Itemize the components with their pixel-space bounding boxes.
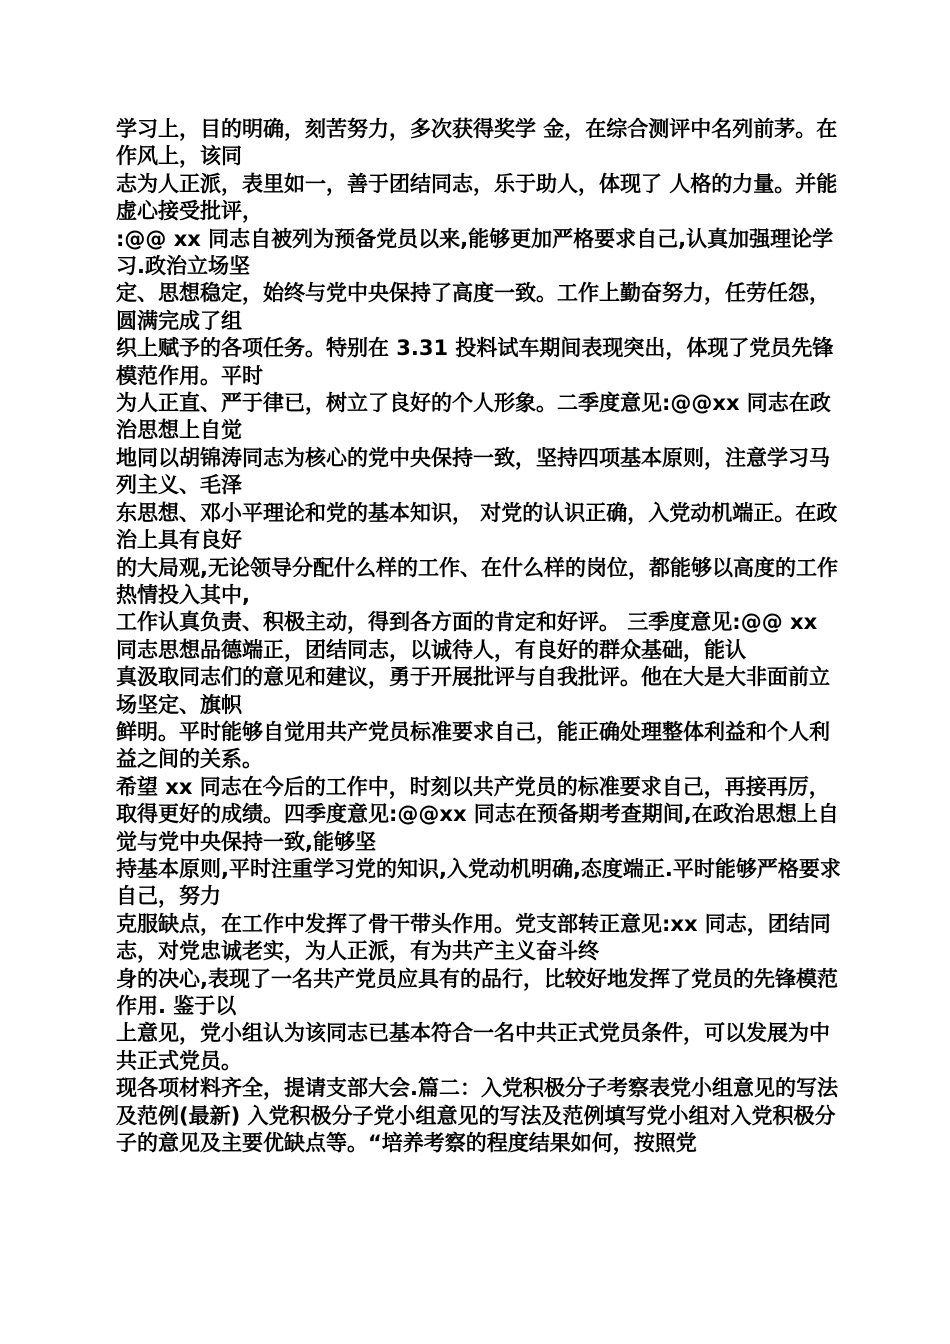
paragraph-3: :@@ xx 同志自被列为预备党员以来,能够更加严格要求自己,认真加强理论学习.政治立场坚 [116,226,834,279]
paragraph-15: 克服缺点，在工作中发挥了骨干带头作用。党支部转正意见:xx 同志，团结同志，对党忠诚老实，为人正派，有为共产主义奋斗终 [116,911,831,964]
paragraph-12: 鲜明。平时能够自觉用共产党员标准要求自己，能正确处理整体利益和个人利益之间的关系。 [116,719,830,772]
document-body [116,116,842,1157]
paragraph-16: 身的决心,表现了一名共产党员应具有的品行，比较好地发挥了党员的先锋模范作用. 鉴于以 [116,966,838,1018]
paragraph-9: 的大局观,无论领导分配什么样的工作、在什么样的岗位，都能够以高度的工作热情投入其中, [116,555,838,607]
paragraph-2: 志为人正派，表里如一，善于团结同志，乐于助人，体现了 人格的力量。并能虚心接受批评， [116,171,838,224]
paragraph-13: 希望 xx 同志在今后的工作中，时刻以共产党员的标准要求自己，再接再厉，取得更好的成绩。四季度意见:@@xx 同志在预备期考查期间,在政治思想上自觉与党中央保持一致,能够坚 [116,774,839,854]
paragraph-5: 织上赋予的各项任务。特别在 3.31 投料试车期间表现突出，体现了党员先锋模范作用。平时 [116,336,834,388]
paragraph-11: 真汲取同志们的意见和建议，勇于开展批评与自我批评。他在大是大非面前立场坚定、旗帜 [116,665,830,717]
paragraph-7: 地同以胡锦涛同志为核心的党中央保持一致，坚持四项基本原则，注意学习马列主义、毛泽 [116,445,830,498]
paragraph-6: 为人正直、严于律已，树立了良好的个人形象。二季度意见:@@xx 同志在政治思想上自觉 [116,391,831,443]
paragraph-10: 工作认真负责、积极主动，得到各方面的肯定和好评。 三季度意见:@@ xx 同志思想品德端正，团结同志，以诚待人，有良好的群众基础，能认 [116,610,818,662]
paragraph-1: 学习上，目的明确，刻苦努力，多次获得奖学 金，在综合测评中名列前茅。在作风上，该同 [116,117,838,169]
paragraph-14: 持基本原则,平时注重学习党的知识,入党动机明确,态度端正.平时能够严格要求自己，努力 [116,856,841,909]
paragraph-17: 上意见，党小组认为该同志已基本符合一名中共正式党员条件，可以发展为中共正式党员。 [116,1021,830,1073]
paragraph-18: 现各项材料齐全，提请支部大会.篇二：入党积极分子考察表党小组意见的写法及范例(最新) 入党积极分子党小组意见的写法及范例填写党小组对入党积极分子的意见及主要优缺点等。“培养考察的程度结果如何，按照党 [116,1076,838,1156]
paragraph-4: 定、思想稳定，始终与党中央保持了高度一致。工作上勤奋努力，任劳任怨，圆满完成了组 [116,281,830,333]
paragraph-8: 东思想、邓小平理论和党的基本知识， 对党的认识正确，入党动机端正。在政治上具有良好 [116,500,838,553]
